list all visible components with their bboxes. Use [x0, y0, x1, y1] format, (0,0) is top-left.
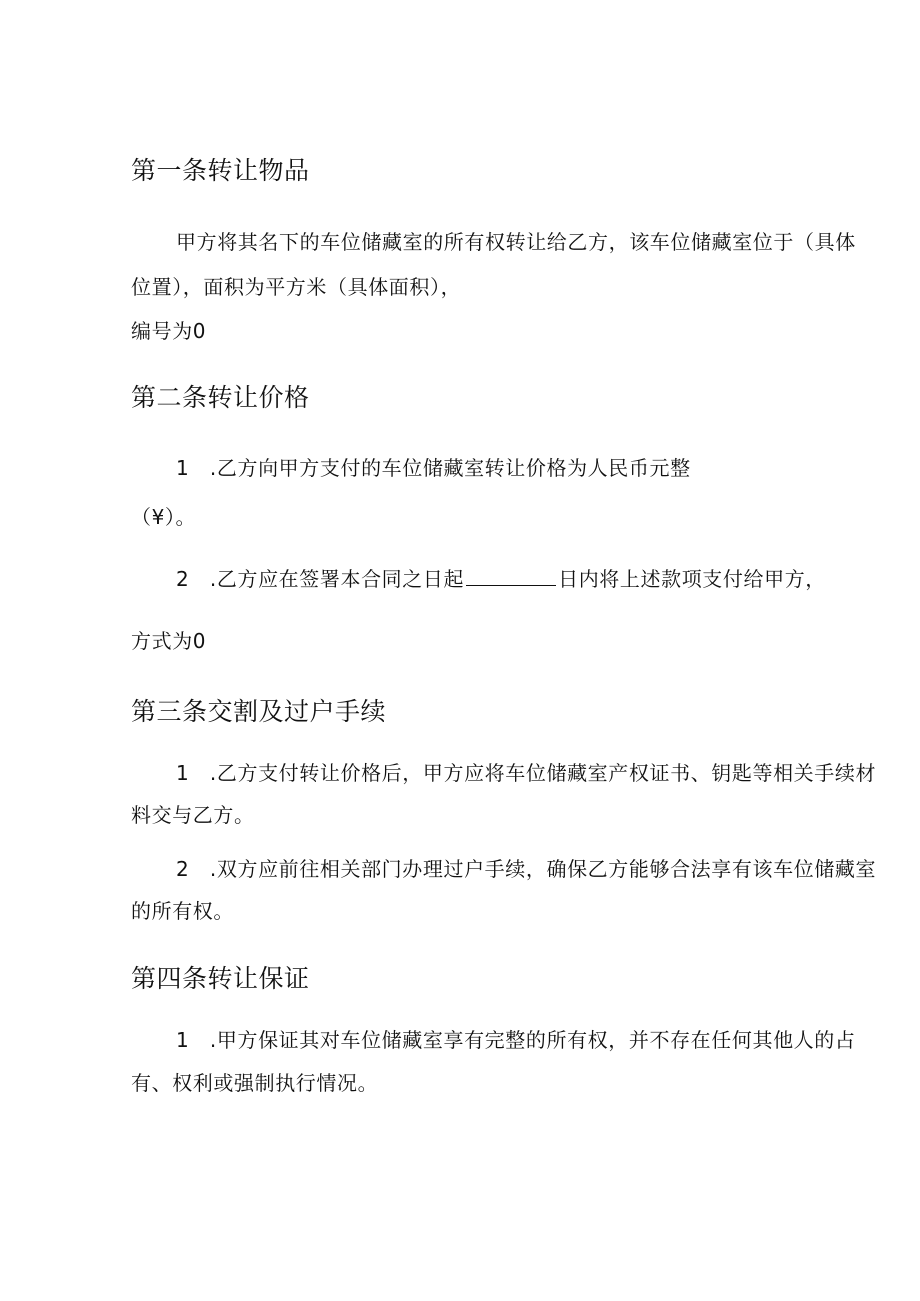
days-blank	[466, 567, 556, 586]
section-1-heading: 第一条转让物品	[131, 156, 310, 185]
section-3-item-2: 2 .双方应前往相关部门办理过户手续，确保乙方能够合法享有该车位储藏室	[176, 857, 877, 881]
section-2-item-2-part-b: 日内将上述款项支付给甲方，	[558, 567, 826, 591]
section-2-item-1: 1 .乙方向甲方支付的车位储藏室转让价格为人民币元整	[176, 456, 691, 480]
section-2-item-2	[176, 566, 826, 592]
section-3-heading: 第三条交割及过户手续	[131, 697, 387, 726]
section-4-item-1: 1 .甲方保证其对车位储藏室享有完整的所有权，并不存在任何其他人的占	[176, 1028, 856, 1052]
section-3-item-1: 1 .乙方支付转让价格后，甲方应将车位储藏室产权证书、钥匙等相关手续材	[176, 761, 877, 785]
section-2-item-1-cont: （¥）。	[131, 505, 197, 529]
section-4-heading: 第四条转让保证	[131, 964, 310, 993]
section-2-item-2-part-a: 2 .乙方应在签署本合同之日起	[176, 567, 465, 591]
section-1-line-3: 编号为0	[131, 319, 207, 343]
section-1-line-2: 位置），面积为平方米（具体面积），	[131, 275, 462, 299]
section-1-line-1: 甲方将其名下的车位储藏室的所有权转让给乙方，该车位储藏室位于（具体	[176, 230, 856, 254]
section-2-item-2-cont: 方式为0	[131, 629, 207, 653]
section-3-item-1-cont: 料交与乙方。	[131, 803, 255, 827]
section-2-heading: 第二条转让价格	[131, 383, 310, 412]
section-4-item-1-cont: 有、权利或强制执行情况。	[131, 1071, 379, 1095]
section-3-item-2-cont: 的所有权。	[131, 899, 234, 923]
